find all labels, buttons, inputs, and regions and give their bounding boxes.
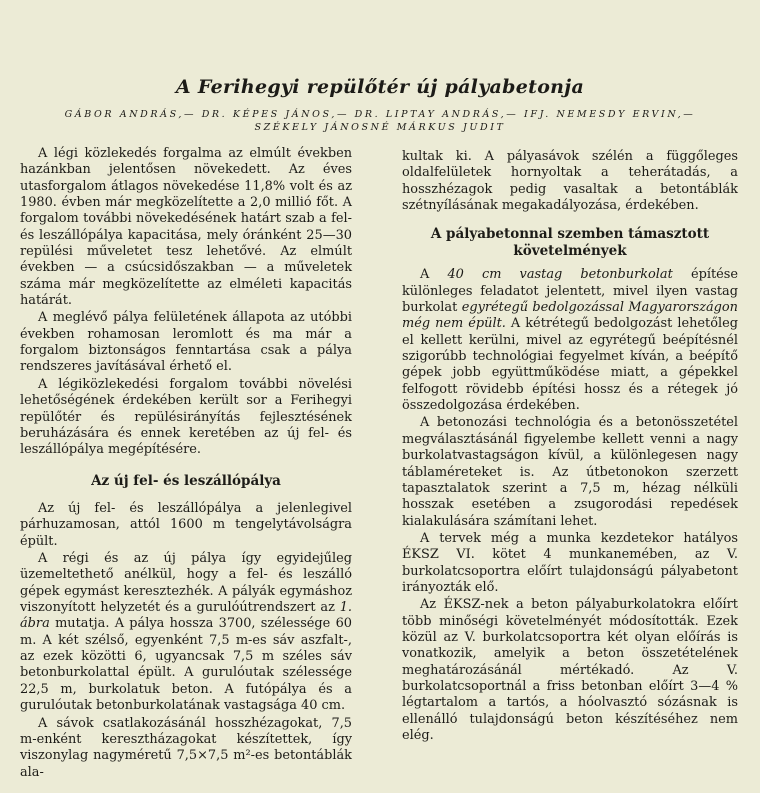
paragraph: A légi közlekedés forgalma az elmúlt években hazánkban jelentősen növekedett. Az éves utasforgalom átlagos növekedése 11,8% volt és az 1980. évben már megközelítette a 2,0 millió főt. A forgalom további növekedésének határt szab a fel- és leszállópálya kapacitása, mely óránként 25—30 repülési műveletet tesz lehetővé. Az elmúlt években — a csúcsidőszakban — a műveletek száma már megközelítette az elméleti kapacitás határát. [20,146,352,309]
authors-line-2: SZÉKELY JÁNOSNÉ MÁRKUS JUDIT [254,122,506,133]
paragraph: kultak ki. A pályasávok szélén a függőleges oldalfelületek hornyoltak a teherátadás, a hosszhézagok pedig vasaltak a betontáblák szétnyílásának megakadályozása, érdekében. [402,149,738,214]
figure-reference: 1. ábra [20,600,352,632]
paragraph: A sávok csatlakozásánál hosszhézagokat, 7,5 m-enként keresztházagokat készítettek, így viszonylag nagyméretű 7,5×7,5 m²-es betontáblák ala- [20,715,352,780]
text-run: A régi és az új pálya így egyidejűleg üzemeltethető anélkül, hogy a fel- és leszálló gépek egymást keresztezhék. A pályák egymáshoz viszonyított helyzetét és a gurulóútrendszert az [20,551,352,616]
paragraph [20,551,352,714]
text-run: mutatja. A pálya hossza 3700, szélessége 60 m. A két szélső, egyenként 7,5 m-es sáv aszfalt-, az ezek közötti 6, ugyancsak 7,5 m széles sáv betonburkolattal épült. A gurulóutak szélessége 22,5 m, burkolatuk beton. A futópálya és a gurulóutak betonburkolatának vastagsága 40 cm. [20,616,352,714]
text-run: A [420,267,430,283]
text-run: építése különleges feladatot jelentett, mivel ilyen vastag burkolat [402,267,738,316]
section-heading: Az új fel- és leszállópálya [91,472,281,489]
section-heading: A pályabetonnal szemben támasztott követelmények [430,226,710,259]
article-title: A Ferihegyi repülőtér új pályabetonja [175,76,585,98]
authors-line-1: GÁBOR ANDRÁS,— DR. KÉPES JÁNOS,— DR. LIPTAY ANDRÁS,— IFJ. NEMESDY ERVIN,— [64,109,696,120]
paragraph: A légiközlekedési forgalom további növelési lehetőségének érdekében került sor a Ferihegyi repülőtér és repülésirányítás fejlesztésének beruházására és ennek keretében az új fel- és leszállópálya megépítésére. [20,376,352,458]
left-column [20,146,352,782]
paragraph: Az ÉKSZ-nek a beton pályaburkolatokra előírt több minőségi követelményét módosították. Ezek közül az V. burkolatcsoportra két olyan előírás is vonatkozik, amelyik a beton összetételének meghatározásánál mértékadó. Az V. burkolatcsoportnál a friss betonban előírt 3—4 % légtartalom a tartós, a hóolvasztó sózásnak is ellenálló tulajdonságú beton készítéséhez nem elég. [402,597,738,743]
paragraph: Az új fel- és leszállópálya a jelenlegivel párhuzamosan, attól 1600 m tengelytávolságra épült. [20,501,352,549]
paragraph: A meglévő pálya felületének állapota az utóbbi években rohamosan leromlott és ma már a forgalom biztonságos fenntartása csak a pálya rendszeres javításával érhető el. [20,310,352,375]
right-column [402,149,738,745]
text-run: A kétrétegű bedolgozást lehetőleg el kellett kerülni, mivel az egyrétegű beépítésnél szigorúbb technológiai fegyelmet kíván, a beépítő gépek jobb együttműködése miatt, a gépekkel felfogott rövidebb építési hossz és a rétegek jó összedolgozása érdekében. [402,316,738,414]
paragraph [402,267,738,414]
emphasis: egyrétegű bedolgozással Magyarországon még nem épült. [402,300,738,332]
paragraph: A tervek még a munka kezdetekor hatályos ÉKSZ VI. kötet 4 munkanemében, az V. burkolatcsoportra előírt tulajdonságú pályabetont irányozták elő. [402,530,738,595]
emphasis: 40 cm vastag betonburkolat [447,267,673,283]
paragraph: A betonozási technológia és a betonösszetétel megválasztásánál figyelembe kellett venni a nagy burkolatvastagságon kívül, a különlegesen nagy táblaméreteket is. Az útbetonokon szerzett tapasztalatok szerint a 7,5 m, hézag nélküli hosszak esetében a zsugorodási repedések kialakulására számítani lehet. [402,415,738,529]
